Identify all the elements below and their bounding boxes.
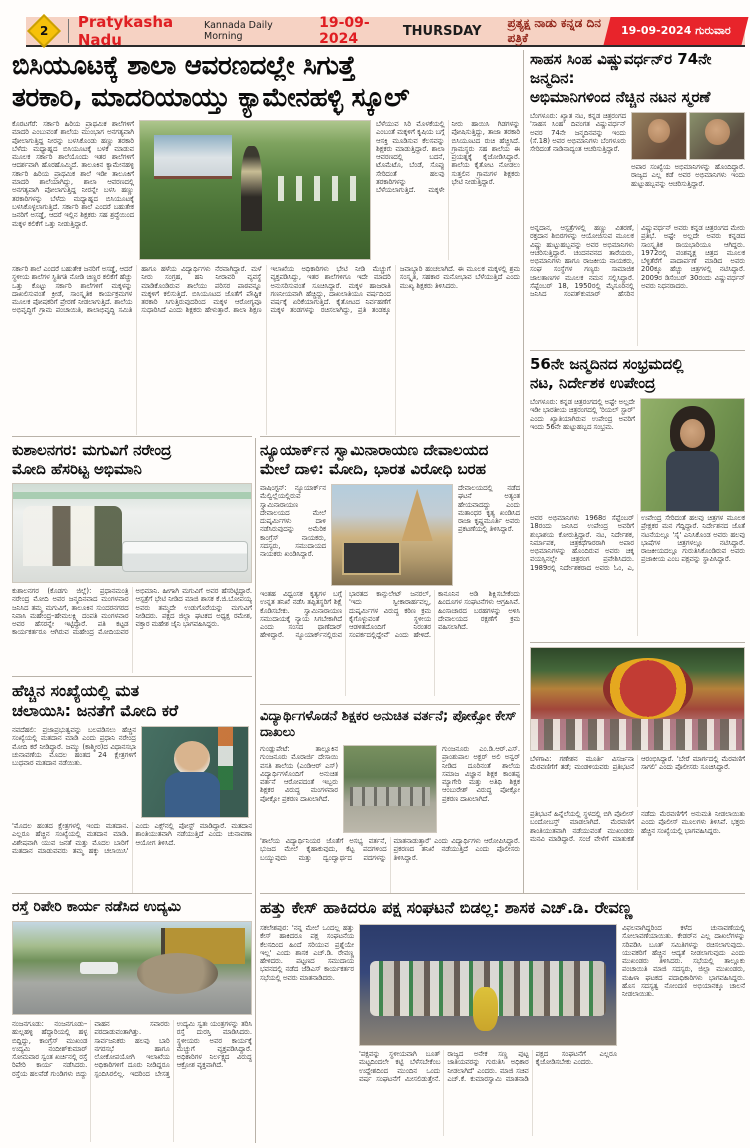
masthead-date: 19-09-2024 (319, 15, 370, 47)
ganesha-idol-figure (603, 658, 692, 719)
visitors-figure (23, 506, 123, 567)
story-newyork-body-right: ದೇವಾಲಯದಲ್ಲಿ ನಡೆದ ಘಟನೆ ಅತ್ಯಂತ ಹೇಯವಾದದ್ದು ಎಂದು ಮತಾಂಧರ ಕೃತ್ಯ ಖಂಡಿಸಿದ ರಾಜಾ ಕೃಷ್ಣಮೂರ್ತಿ ಅವರು ಪ್ರಕಟಣೆಯಲ್ಲಿ ತಿಳಿಸಿದ್ದಾರೆ. (458, 484, 520, 534)
story-vishnu-headline-2: ಅಭಿಮಾನಿಗಳಿಂದ ನೆಚ್ಚಿನ ನಟನ ಸ್ಮರಣೆ (530, 88, 711, 106)
story-vote-body-left: ನವದೆಹಲಿ: ಪ್ರಜಾಪ್ರಭುತ್ವವನ್ನು ಬಲಪಡಿಸಲು ಹೆಚ್ಚಿನ ಸಂಖ್ಯೆಯಲ್ಲಿ ಮತದಾನ ಮಾಡಿ ಎಂದು ಪ್ರಧಾನಿ ನರೇಂದ್ರ ಮೋದಿ ಕರೆ ನೀಡಿದ್ದಾರೆ. ಜಮ್ಮು (ಕಾಶ್ಮೀರ)ದ ವಿಧಾನಸಭಾ ಚುನಾವಣೆಯ ಮೊದಲ ಹಂತದ 24 ಕ್ಷೇತ್ರಗಳಿಗೆ ಬುಧವಾರ ಮತದಾನ ನಡೆಯಿತು. (12, 726, 136, 768)
portrait-face (648, 119, 670, 143)
teacher-figure (241, 146, 262, 232)
story-vote-headline-2: ಚಲಾಯಿಸಿ: ಜನತೆಗೆ ಮೋದಿ ಕರೆ (12, 701, 179, 720)
story-road-repair (12, 893, 252, 1148)
hospital-wall-stripe (13, 492, 251, 499)
story-revanna-body-left: ಸಕಲೇಶಪುರ: 'ನನ್ನ ಮೇಲೆ ಒಂದಲ್ಲ ಹತ್ತು ಕೇಸ್ ಹಾಕಿದರೂ ಪಕ್ಷ ಸಂಘಟನೆಯ ಕೆಲಸದಿಂದ ಹಿಂದೆ ಸರಿಯುವ ಪ್ರಶ್ನೆಯೇ ಇಲ್ಲ' ಎಂದು ಶಾಸಕ ಎಚ್.ಡಿ. ರೇವಣ್ಣ ಹೇಳಿದರು. ಪಟ್ಟಣದ ಸಮುದಾಯ ಭವನದಲ್ಲಿ ನಡೆದ ಜೆಡಿಎಸ್ ಕಾರ್ಯಕರ್ತರ ಸಭೆಯಲ್ಲಿ ಅವರು ಮಾತನಾಡಿದರು. (260, 924, 354, 982)
story-pocso-body-right: ಗುಂಜನೂರು ಎಂ.ಡಿ.ಆರ್.ಎಸ್. ಪ್ರಾಂಶುಪಾಲ ಅಕ್ಬರ್ ಅಲಿ ಅನ್ವರ್ ನೀಡಿದ ದೂರಿನಂತೆ ಶಾಲೆಯ ಸಮಾಜ ವಿಜ್ಞಾನ ಶಿಕ್ಷಕ ಕಾಂತಪ್ಪ ಮ್ಯಾಗೇರಿ ಮತ್ತು ಅತಿಥಿ ಶಿಕ್ಷಕ ಆಂಬುರೇಶ್ ವಿರುದ್ಧ ಪೋಕ್ಸೋ ಪ್ರಕರಣ ದಾಖಲಾಗಿದೆ. (442, 745, 520, 803)
story-kushala-body: ಕುಶಾಲನಗರ (ಕೊಡಗು ಜಿಲ್ಲೆ): ಪ್ರಧಾನಮಂತ್ರಿ ನರೇಂದ್ರ ಮೋದಿ ಅವರ ಜನ್ಮದಿನವಾದ ಮಂಗಳವಾರ ಜನಿಸಿದ ತಮ್ಮ ಮಗುವಿಗೆ, ತಾಲೂಕಿನ ಸುಂದರನಗರದ ನಿವಾಸಿ ಮಹೇಂದ್ರ–ಹೇಮಲಕ್ಷ್ಮಿ ದಂಪತಿ ಮಂಗಳವಾರ ಅವರ ಹೆಸರನ್ನೇ ಇಟ್ಟಿದ್ದಾರೆ. ಪತಿ ಕಟ್ಟಡ ಕಾರ್ಯಕರ್ತರೂ ಆಗಿರುವ ಮಹೇಂದ್ರ ಮೋದಿಯವರ ಅಭಿಮಾನಿ. ಹೀಗಾಗಿ ಮಗುವಿಗೆ ಅವರ ಹೆಸರಿಟ್ಟಿದ್ದಾರೆ. ಆಸ್ಪತ್ರೆಗೆ ಭೇಟಿ ನೀಡಿದ ಮಾಜಿ ಶಾಸಕ ಕೆ.ಜಿ.ಬೋಪಯ್ಯ ಅವರು ತಮ್ಮದೇ ಉಡುಗೊರೆಯನ್ನು ಮಗುವಿಗೆ ನೀಡಿದರು. ಪಕ್ಷದ ಜಿಲ್ಲಾ ಘಟಕದ ಅಧ್ಯಕ್ಷ ರಮೇಶ, ವಕ್ತಾರ ಮಹೇಶ ಜೈನಿ ಭಾಗವಹಿಸಿದ್ದರು. (12, 587, 252, 637)
story-newyork-body-left: ವಾಷಿಂಗ್ಟನ್: ನ್ಯೂಯಾರ್ಕ್‌ನ ಮೆಲ್ವಿಲ್ಲೆಯಲ್ಲಿರುವ ಸ್ವಾಮಿನಾರಾಯಣ ದೇವಾಲಯದ ಮೇಲೆ ದುಷ್ಕರ್ಮಿಗಳು ದಾಳಿ ನಡೆಸಿರುವುದನ್ನು ಅಮೆರಿಕ ಕಾಂಗ್ರೆಸ್ ನಾಯಕರು, ಸದಸ್ಯರು, ಸಮುದಾಯದ ನಾಯಕರು ಖಂಡಿಸಿದ್ದಾರೆ. (260, 484, 326, 559)
story-school-body-right: ಬೆಳೆಯುವ ಸಿರಿ ಮೊಳಕೆಯಲ್ಲಿ ಎಂಬಂತೆ ಮಕ್ಕಳಿಗೆ ಕೃಷಿಯ ಬಗ್ಗೆ ಆಸಕ್ತಿ ಮೂಡಿಸುವ ಕೆಲಸವನ್ನು ಶಿಕ್ಷಕರು ಮಾಡುತ್ತಿದ್ದಾರೆ. ಶಾಲಾ ಆವರಣದಲ್ಲಿ ಬದನೆ, ಟೊಮೆಟೊ, ಬೆಂಡೆ, ಸೊಪ್ಪು ಸೇರಿದಂತೆ ಹಲವು ತರಕಾರಿಗಳನ್ನು ಬೆಳೆಯಲಾಗುತ್ತಿದೆ. ಮಕ್ಕಳೇ ನೀರು ಹಾಯಿಸಿ ಗಿಡಗಳನ್ನು ಪೋಷಿಸುತ್ತಿದ್ದು, ತಾಜಾ ತರಕಾರಿ ಬಿಸಿಯೂಟದ ರುಚಿ ಹೆಚ್ಚಿಸಿದೆ. ಗ್ರಾಮಸ್ಥರು ಸಹ ಶಾಲೆಯ ಈ ಪ್ರಯತ್ನಕ್ಕೆ ಕೈಜೋಡಿಸಿದ್ದಾರೆ. ಶಾಲೆಯ ಕೈತೋಟ ನೋಡಲು ಸುತ್ತಲಿನ ಗ್ರಾಮಗಳ ಶಿಕ್ಷಕರು ಭೇಟಿ ನೀಡುತ್ತಿದ್ದಾರೆ. (376, 120, 520, 195)
masthead-divider (68, 19, 69, 43)
story-school-headline-2: ತರಕಾರಿ, ಮಾದರಿಯಾಯ್ತು ಕ್ಯಾಮೇನಹಳ್ಳಿ ಸ್ಕೂಲ್ (12, 83, 410, 113)
page-number-badge (27, 14, 61, 48)
date-ribbon (604, 17, 749, 45)
story-vishnu-body-bottom: ಅನ್ನದಾನ, ಆಸ್ಪತ್ರೆಗಳಲ್ಲಿ ಹಣ್ಣು ವಿತರಣೆ, ರಕ್ತದಾನ ಶಿಬಿರಗಳನ್ನು ಆಯೋಜಿಸುವ ಮೂಲಕ ವಿಷ್ಣು ಹುಟ್ಟುಹಬ್ಬವನ್ನು ಅವರ ಅಭಿಮಾನಿಗಳು ಆಚರಿಸುತ್ತಿದ್ದಾರೆ. ಚಂದನವನದ ತಾರೆಯರು, ಅಭಿಮಾನಿಗಳು ಹಾಗೂ ರಾಜಕೀಯ ನಾಯಕರು, ಸಂಘ ಸಂಸ್ಥೆಗಳ ಗಣ್ಯರು ಸಾಮಾಜಿಕ ಜಾಲತಾಣಗಳ ಮೂಲಕ ನಮನ ಸಲ್ಲಿಸಿದ್ದಾರೆ. ಸೆಪ್ಟೆಂಬರ್ 18, 1950ರಲ್ಲಿ ಮೈಸೂರಿನಲ್ಲಿ ಜನಿಸಿದ ಸಂಪತ್‌ಕುಮಾರ್ ಹೆಸರಿನ ವಿಷ್ಣುವರ್ಧನ್ ಅವರು ಕನ್ನಡ ಚಿತ್ರರಂಗದ ಮೇರು ಪ್ರತಿಭೆ. ಅಷ್ಟೇ ಅಲ್ಲದೇ ಅವರು ಕನ್ನಡದ ಸಾಂಸ್ಕೃತಿಕ ರಾಯಭಾರಿಯೂ ಆಗಿದ್ದರು. 1972ರಲ್ಲಿ ವಂಶವೃಕ್ಷ ಚಿತ್ರದ ಮೂಲಕ ಬೆಳ್ಳಿತೆರೆಗೆ ಪಾದಾರ್ಪಣೆ ಮಾಡಿದ ಅವರು 200ಕ್ಕೂ ಹೆಚ್ಚು ಚಿತ್ರಗಳಲ್ಲಿ ನಟಿಸಿದ್ದಾರೆ. 2009ರ ಡಿಸೆಂಬರ್ 30ರಂದು ವಿಷ್ಣುವರ್ಧನ್ ಅವರು ನಿಧನರಾದರು. (530, 224, 745, 299)
masthead-title: Pratykasha Nadu (77, 13, 174, 49)
road-roller-photo (12, 921, 252, 1015)
hospital-bed-figure (122, 541, 248, 572)
story-pocso-body-left: ಗುಂಡ್ಲುಪೇಟೆ: ತಾಲ್ಲೂಕಿನ ಗುಂಜನೂರು ಮೊರಾರ್ಜಿ ದೇಸಾಯಿ ವಸತಿ ಶಾಲೆಯ (ಎಂಡಿಆರ್ ಎಸ್) ವಿದ್ಯಾರ್ಥಿಗಳೊಂದಿಗೆ ಅನುಚಿತ ವರ್ತನೆ ಆರೋಪದಂತೆ ಇಬ್ಬರು ಶಿಕ್ಷಕರ ವಿರುದ್ಧ ಮಂಗಳವಾರ ಪೋಕ್ಸೋ ಪ್ರಕರಣ ದಾಖಲಾಗಿದೆ. (260, 745, 338, 803)
portrait-face (705, 119, 730, 146)
story-vishnuvardhan (530, 50, 745, 346)
date-ribbon-text: 19-09-2024 ಗುರುವಾರ (621, 24, 731, 37)
masthead-bar (26, 13, 745, 49)
story-pocso-body-bottom: 'ಶಾಲೆಯ ವಿದ್ಯಾರ್ಥಿನಿಯರ ಜೊತೆಗೆ ಅಸಭ್ಯ ವರ್ತನೆ, ಭುಜದ ಮೇಲೆ ಕೈಹಾಕುವುದು, ಕೆಟ್ಟ ಪದಗಳಿಂದ ಬಯ್ಯುವುದು ಮತ್ತು ದ್ವಂದ್ವಾರ್ಥದ ಪದಗಳನ್ನು ಮಾತನಾಡುತ್ತಾರೆ' ಎಂದು ವಿದ್ಯಾರ್ಥಿಗಳು ಆರೋಪಿಸಿದ್ದಾರೆ. ಪ್ರಕರಣದ ತನಿಖೆ ನಡೆಯುತ್ತಿದೆ ಎಂದು ಪೊಲೀಸರು ತಿಳಿಸಿದ್ದಾರೆ. (260, 837, 520, 862)
ganesha-story-body: ಪ್ರತಿಭಟನೆ ಹಿನ್ನೆಲೆಯಲ್ಲಿ ಸ್ಥಳದಲ್ಲಿ ಬಿಗಿ ಪೊಲೀಸ್ ಬಂದೋಬಸ್ತ್ ಮಾಡಲಾಗಿದೆ. ಮೆರವಣಿಗೆ ಶಾಂತಿಯುತವಾಗಿ ನಡೆಯುವಂತೆ ಮುಖಂಡರು ಮನವಿ ಮಾಡಿದ್ದಾರೆ. ಸಂಜೆ ವೇಳೆಗೆ ಮಾತುಕತೆ ನಡೆದು ಮೆರವಣಿಗೆಗೆ ಅನುಮತಿ ನೀಡಲಾಯಿತು ಎಂದು ಪೊಲೀಸ್ ಮೂಲಗಳು ತಿಳಿಸಿವೆ. ಭಕ್ತರು ಹೆಚ್ಚಿನ ಸಂಖ್ಯೆಯಲ್ಲಿ ಭಾಗವಹಿಸಿದ್ದರು. (530, 810, 745, 843)
story-upendra (530, 350, 745, 643)
portrait-shirt (666, 451, 720, 511)
school-garden-photo (139, 120, 371, 260)
story-vote-headline-1: ಹೆಚ್ಚಿನ ಸಂಖ್ಯೆಯಲ್ಲಿ ಮತ (12, 681, 140, 700)
ganesha-photo-caption: ಬೆಳಗಾವಿ: ಗಣೇಶನ ಮೂರ್ತಿ ವಿಸರ್ಜನಾ ಮೆರವಣಿಗೆಗೆ ತಡೆ; ಮಂಡಳಿಯವರು ಪ್ರತಿಭಟನೆ ಆರಂಭಿಸಿದ್ದಾರೆ. 'ಬೇರೆ ಮಾರ್ಗದಲ್ಲಿ ಮೆರವಣಿಗೆ ಸಾಗಲಿ' ಎಂದು ಪೊಲೀಸರು ಸೂಚಿಸಿದ್ದಾರೆ. (530, 755, 745, 772)
vishnuvardhan-portrait-2 (689, 112, 745, 160)
story-school-headline-1: ಬಿಸಿಯೂಟಕ್ಕೆ ಶಾಲಾ ಆವರಣದಲ್ಲೇ ಸಿಗುತ್ತೆ (12, 51, 356, 81)
car-figure (80, 962, 118, 973)
story-kushala-headline-2: ಮೋದಿ ಹೆಸರಿಟ್ಟ ಅಭಿಮಾನಿ (12, 460, 142, 478)
story-school-garden (12, 50, 520, 436)
story-upendra-body-bottom: ಅವರ ಅಭಿಮಾನಿಗಳು 1968ರ ಸೆಪ್ಟೆಂಬರ್ 18ರಂದು ಜನಿಸಿದ ಉಪೇಂದ್ರ ಅವರಿಗೆ ಶುಭಾಶಯ ಕೋರುತ್ತಿದ್ದಾರೆ. ನಟ, ನಿರ್ದೇಶಕ, ನಿರ್ಮಾಪಕ, ಚಿತ್ರಕಥೆಗಾರರಾಗಿ ಅಪಾರ ಅಭಿಮಾನಿಗಳನ್ನು ಹೊಂದಿರುವ ಅವರು ಚಿಕ್ಕ ವಯಸ್ಸಿನಲ್ಲೇ ಚಿತ್ರರಂಗ ಪ್ರವೇಶಿಸಿದರು. 1989ರಲ್ಲಿ ನಿರ್ದೇಶಕರಾದ ಅವರು ಓಂ, ಎ, ಉಪೇಂದ್ರ ಸೇರಿದಂತೆ ಹಲವು ಚಿತ್ರಗಳ ಮೂಲಕ ಪ್ರೇಕ್ಷಕರ ಮನ ಗೆದ್ದಿದ್ದಾರೆ. ನಿರ್ದೇಶನದ ಜೊತೆ ನಟನೆಯಲ್ಲೂ 'ಸೈ' ಎನಿಸಿಕೊಂಡ ಅವರು ಹಲವು ಭಾಷೆಗಳ ಚಿತ್ರಗಳಲ್ಲೂ ನಟಿಸಿದ್ದಾರೆ. ರಾಜಕೀಯದಲ್ಲೂ ಗುರುತಿಸಿಕೊಂಡಿರುವ ಅವರು ಪ್ರಜಾಕೀಯ ಎಂಬ ಪಕ್ಷವನ್ನು ಸ್ಥಾಪಿಸಿದ್ದಾರೆ. (530, 514, 745, 572)
temple-spire-figure (402, 489, 433, 541)
vishnuvardhan-portrait-1 (631, 112, 687, 160)
story-newyork-body-bottom: ಇಂತಹ ವಿಧ್ವಂಸಕ ಕೃತ್ಯಗಳ ಬಗ್ಗೆ ಉನ್ನತ ತನಿಖೆ ನಡೆಸಿ ತಪ್ಪಿತಸ್ಥರಿಗೆ ಶಿಕ್ಷೆ ಕೊಡಿಸಬೇಕು. ಸ್ವಾಮಿನಾರಾಯಣ ಸಮುದಾಯಕ್ಕೆ ನ್ಯಾಯ ಸಿಗಬೇಕಾಗಿದೆ ಎಂದು ಸಂಸದ ಥಾಣೆದಾರ್ ಹೇಳಿದ್ದಾರೆ. ನ್ಯೂಯಾರ್ಕ್‌ನಲ್ಲಿರುವ ಭಾರತದ ಕಾನ್ಸುಲೇಟ್ ಜನರಲ್, 'ಇದು ಸ್ವೀಕಾರಾರ್ಹವಲ್ಲ, ದುಷ್ಕರ್ಮಿಗಳ ವಿರುದ್ಧ ಕಠಿಣ ಕ್ರಮ ಕೈಗೊಳ್ಳುವಂತೆ ಸ್ಥಳೀಯ ಆಡಳಿತದೊಂದಿಗೆ ನಿರಂತರ ಸಂಪರ್ಕದಲ್ಲಿದ್ದೇವೆ' ಎಂದು ಹೇಳಿದೆ. ಕಾನೂನಿನ ಅಡಿ ಶಿಕ್ಷಿಸಬೇಕೆಂದು ಹಿಂದೂಗಳ ಸಂಘಟನೆಗಳು ಆಗ್ರಹಿಸಿವೆ. ಹಿಂಸಾಚಾರದ ಬರಹಗಳನ್ನು ಅಳಿಸಿ ದೇವಾಲಯದ ರಕ್ಷಣೆಗೆ ಕ್ರಮ ವಹಿಸಲಾಗಿದೆ. (260, 590, 520, 640)
story-kushala-headline-1: ಕುಶಾಲನಗರ: ಮಗುವಿಗೆ ನರೇಂದ್ರ (12, 441, 172, 459)
masthead-subtitle: Kannada Daily Morning (204, 20, 273, 42)
upendra-portrait (640, 398, 745, 512)
page-number: 2 (39, 23, 49, 38)
story-modi-vote-appeal (12, 676, 252, 896)
story-school-body-bottom: ಸರ್ಕಾರಿ ಶಾಲೆ ಎಂದರೆ ಬಹುತೇಕ ಜನರಿಗೆ ಅಸಡ್ಡೆ, ಆದರೆ ಸ್ಥಳೀಯ ಶಾಲೆಗಳ ಸ್ಥಿತಿಗತಿ ನೋಡಿ ಚಿಣ್ಣರ ಕಲಿಕೆಗೆ ಹೆಚ್ಚು ಒತ್ತು ಕೊಟ್ಟು ಸರ್ಕಾರಿ ಶಾಲೆಗಳಿಗೆ ಮಕ್ಕಳನ್ನು ದಾಖಲಿಸುವಂತೆ ಕ್ರೀಡೆ, ಸಾಂಸ್ಕೃತಿಕ ಕಾರ್ಯಕ್ರಮಗಳ ಮೂಲಕ ಪೋಷಕರಿಗೆ ಪ್ರೇರಣೆ ನೀಡಲಾಗುತ್ತಿದೆ. ಶಾಲೆಯ ಅಭಿವೃದ್ಧಿಗೆ ಗ್ರಾಮ ಪಂಚಾಯಿತಿ, ಶಾಲಾಭಿವೃದ್ಧಿ ಸಮಿತಿ ಹಾಗೂ ಹಳೆಯ ವಿದ್ಯಾರ್ಥಿಗಳು ನೆರವಾಗಿದ್ದಾರೆ. ಮಳೆ ನೀರು ಸಂಗ್ರಹ, ಹನಿ ನೀರಾವರಿ ವ್ಯವಸ್ಥೆ ಮಾಡಿಕೊಂಡಿರುವ ಶಾಲೆಯು ಪರಿಸರ ಪಾಠವನ್ನೂ ಮಕ್ಕಳಿಗೆ ಕಲಿಸುತ್ತಿದೆ. ಬಿಸಿಯೂಟದ ಜೊತೆಗೆ ಪೌಷ್ಟಿಕ ತರಕಾರಿ ಸಿಗುತ್ತಿರುವುದರಿಂದ ಮಕ್ಕಳ ಆರೋಗ್ಯವೂ ಸುಧಾರಿಸಿದೆ ಎಂದು ಶಿಕ್ಷಕರು ಹೇಳುತ್ತಾರೆ. ಶಾಲಾ ಶಿಕ್ಷಣ ಇಲಾಖೆಯ ಅಧಿಕಾರಿಗಳು ಭೇಟಿ ನೀಡಿ ಮೆಚ್ಚುಗೆ ವ್ಯಕ್ತಪಡಿಸಿದ್ದು, ಇತರ ಶಾಲೆಗಳಿಗೂ ಇದೇ ಮಾದರಿ ಅನುಸರಿಸುವಂತೆ ಸೂಚಿಸಿದ್ದಾರೆ. ಮಕ್ಕಳ ಹಾಜರಾತಿ ಗಣನೀಯವಾಗಿ ಹೆಚ್ಚಿದ್ದು, ದಾಖಲಾತಿಯೂ ವರ್ಷದಿಂದ ವರ್ಷಕ್ಕೆ ಏರಿಕೆಯಾಗುತ್ತಿದೆ. ಕೈತೋಟದ ನಿರ್ವಹಣೆಗೆ ಮಕ್ಕಳ ತಂಡಗಳನ್ನು ರಚಿಸಲಾಗಿದ್ದು, ಪ್ರತಿ ತಂಡಕ್ಕೂ ಜವಾಬ್ದಾರಿ ಹಂಚಲಾಗಿದೆ. ಈ ಮೂಲಕ ಮಕ್ಕಳಲ್ಲಿ ಶ್ರಮ ಸಂಸ್ಕೃತಿ, ಸಹಕಾರ ಮನೋಭಾವ ಬೆಳೆಯುತ್ತಿದೆ ಎಂದು ಮುಖ್ಯ ಶಿಕ್ಷಕರು ತಿಳಿಸಿದರು. (12, 265, 520, 315)
story-pocso-case (260, 704, 520, 896)
story-revanna-body-center: 'ಪಕ್ಷವನ್ನು ಸ್ಥಳೀಯವಾಗಿ ಬೂತ್ ಮಟ್ಟದಿಂದಲೇ ಕಟ್ಟಿ ಬೆಳೆಸಬೇಕೆಂಬ ಉದ್ದೇಶದಿಂದ ಮುಂದಿನ ಒಂದು ವರ್ಷ ಸಂಘಟನೆಗೆ ಮೀಸಲಿಡುತ್ತೇನೆ. ರಾಜ್ಯದ ಅನೇಕ ಸಣ್ಣ ಪುಟ್ಟ ಜಾತಿಯವರನ್ನು ಗುರುತಿಸಿ ಅಧಿಕಾರ ನೀಡಲಾಗಿದೆ' ಎಂದರು. ಮಾಜಿ ಸಚಿವ ಎಚ್.ಕೆ. ಕುಮಾರಸ್ವಾಮಿ ಮಾತನಾಡಿ ಪಕ್ಷದ ಸಂಘಟನೆಗೆ ಎಲ್ಲರೂ ಕೈಜೋಡಿಸಬೇಕು ಎಂದರು. (359, 1050, 617, 1083)
story-revanna-headline: ಹತ್ತು ಕೇಸ್ ಹಾಕಿದರೂ ಪಕ್ಷ ಸಂಘಟನೆ ಬಿಡಲ್ಲ: ಶಾಸಕ ಎಚ್.ಡಿ. ರೇವಣ್ಣ (260, 898, 633, 917)
students-figure (278, 176, 361, 201)
story-newyork-headline-2: ಮೇಲೆ ದಾಳಿ: ಮೋದಿ, ಭಾರತ ವಿರೋಧಿ ಬರಹ (260, 460, 486, 478)
jds-meeting-photo (359, 924, 617, 1046)
school-building-figure (154, 135, 232, 179)
masthead-kannada-title: ಪ್ರತ್ಯಕ್ಷ ನಾಡು ಕನ್ನಡ ದಿನ ಪತ್ರಿಕೆ (507, 16, 601, 45)
story-road-headline: ರಸ್ತೆ ರಿಪೇರಿ ಕಾರ್ಯ ನಡೆಸಿದ ಉದ್ಯಮಿ (12, 899, 181, 915)
story-newyork-temple (260, 436, 520, 705)
portrait-face (680, 419, 705, 448)
story-upendra-body-left: ಬೆಂಗಳೂರು: ಕನ್ನಡ ಚಿತ್ರರಂಗದಲ್ಲಿ ಅಷ್ಟೇ ಅಲ್ಲದೇ ಇಡೀ ಭಾರತೀಯ ಚಿತ್ರರಂಗದಲ್ಲಿ 'ರಿಯಲ್ ಸ್ಟಾರ್' ಎಂದು ಖ್ಯಾತಿಯಾಗಿರುವ ಉಪೇಂದ್ರ ಅವರಿಗೆ ಇಂದು 56ನೇ ಹುಟ್ಟುಹಬ್ಬದ ಸಂಭ್ರಮ. (530, 398, 635, 431)
modi-photo (141, 726, 249, 818)
masthead-day: THURSDAY (402, 23, 482, 39)
story-pocso-headline: ವಿದ್ಯಾರ್ಥಿಗಳೊಡನೆ ಶಿಕ್ಷಕರ ಅನುಚಿತ ವರ್ತನೆ; ಪೋಕ್ಸೋ ಕೇಸ್ ದಾಖಲು (260, 709, 517, 740)
procession-crowd-figure (531, 719, 744, 750)
garland-figure (473, 987, 499, 1030)
story-vishnu-body-left: ಬೆಂಗಳೂರು: ಖ್ಯಾತ ನಟ, ಕನ್ನಡ ಚಿತ್ರರಂಗದ 'ಸಾಹಸ ಸಿಂಹ' ದಿವಂಗತ ವಿಷ್ಣುವರ್ಧನ್ ಅವರ 74ನೇ ಜನ್ಮದಿನವನ್ನು ಇಂದು (ಸೆ.18) ಅವರ ಅಭಿಮಾನಿಗಳು ಬೆಂಗಳೂರು ಸೇರಿದಂತೆ ನಾಡಿನಾದ್ಯಂತ ಆಚರಿಸುತ್ತಿದ್ದಾರೆ. (530, 112, 626, 154)
school-gate-photo (343, 745, 437, 833)
story-vishnu-body-under-photos: ಅಪಾರ ಸಂಖ್ಯೆಯ ಅಭಿಮಾನಿಗಳನ್ನು ಹೊಂದಿದ್ದಾರೆ. ರಾಜ್ಯದ ಎಲ್ಲ ಕಡೆ ಅವರ ಅಭಿಮಾನಿಗಳು ಇಂದು ಹುಟ್ಟುಹಬ್ಬವನ್ನು ಆಚರಿಸುತ್ತಿದ್ದಾರೆ. (631, 163, 745, 188)
roller-drum-figure (137, 953, 218, 993)
story-road-body: ನಂಜನಗೂಡು: ನಂಜನಗೂಡು–ಹುಲ್ಲಹಳ್ಳಿ ಹೆದ್ದಾರಿಯಲ್ಲಿ ಹಳ್ಳ ಬಿದ್ದಿದ್ದು, ಕಾಂಗ್ರೆಸ್ ಮುಖಂಡ ಉದ್ಯಮಿ ನಂದೀಶ್‌ಕುಮಾರ್ ಸೋಮವಾರ ಸ್ವಂತ ಖರ್ಚಿನಲ್ಲಿ ರಸ್ತೆ ರಿಪೇರಿ ಕಾರ್ಯ ನಡೆಸಿದರು. ರಸ್ತೆಯ ಹಲವೆಡೆ ಗುಂಡಿಗಳು ಬಿದ್ದು ವಾಹನ ಸವಾರರು ಪರದಾಡುವಂತಾಗಿತ್ತು. ಸಾರ್ವಜನಿಕರು ಹಲವು ಬಾರಿ ನಗರಸಭೆ ಹಾಗೂ ಲೋಕೋಪಯೋಗಿ ಇಲಾಖೆಯ ಅಧಿಕಾರಿಗಳಿಗೆ ದೂರು ನೀಡಿದ್ದರೂ ಸ್ಪಂದಿಸಿರಲಿಲ್ಲ. ಇದರಿಂದ ಬೇಸತ್ತ ಉದ್ಯಮಿ ಸ್ವತಃ ಯಂತ್ರಗಳನ್ನು ತರಿಸಿ ರಸ್ತೆ ದುರಸ್ತಿ ಮಾಡಿಸಿದರು. ಸ್ಥಳೀಯರು ಅವರ ಕಾರ್ಯಕ್ಕೆ ಮೆಚ್ಚುಗೆ ವ್ಯಕ್ತಪಡಿಸಿದ್ದಾರೆ. ಅಧಿಕಾರಿಗಳ ನಿರ್ಲಕ್ಷ್ಯದ ವಿರುದ್ಧ ಆಕ್ರೋಶ ವ್ಯಕ್ತವಾಗಿದೆ. (12, 1020, 252, 1078)
ganesha-procession-photo (530, 647, 745, 751)
modi-face-figure (174, 741, 210, 775)
gate-figure (350, 787, 431, 806)
story-upendra-headline-1: 56ನೇ ಜನ್ಮದಿನದ ಸಂಭ್ರಮದಲ್ಲಿ (530, 355, 684, 373)
story-revanna (260, 893, 745, 1148)
story-ganesha-procession (530, 642, 745, 896)
hospital-visit-photo (12, 483, 252, 583)
story-revanna-body-right: ವಿಫಲವಾಗಿದ್ದರಿಂದ ಕಳೆದ ಚುನಾವಣೆಯಲ್ಲಿ ಸೋಲಾವಣೆಯಾಯಿತು. ಕೇಡರ್‌ನ ಎಲ್ಲ ದಾಖಲೆಗಳನ್ನು ಸರಿಪಡಿಸಿ ಬೂತ್ ಸಮಿತಿಗಳನ್ನು ರಚಿಸಲಾಗುವುದು. ಯುವಕರಿಗೆ ಹೆಚ್ಚಿನ ಆದ್ಯತೆ ನೀಡಲಾಗುವುದು ಎಂದು ಮುಖಂಡರು ತಿಳಿಸಿದರು. ಸಭೆಯಲ್ಲಿ ತಾಲ್ಲೂಕು ಪಂಚಾಯಿತಿ ಮಾಜಿ ಸದಸ್ಯರು, ಜಿಲ್ಲಾ ಮುಖಂಡರು, ಮಹಿಳಾ ಘಟಕದ ಪದಾಧಿಕಾರಿಗಳು ಭಾಗವಹಿಸಿದ್ದರು. ಹೊಸ ಸದಸ್ಯತ್ವ ನೋಂದಣಿ ಅಭಿಯಾನಕ್ಕೂ ಚಾಲನೆ ನೀಡಲಾಯಿತು. (622, 924, 745, 999)
story-newyork-headline-1: ನ್ಯೂಯಾರ್ಕ್‌ನ ಸ್ವಾಮಿನಾರಾಯಣ ದೇವಾಲಯದ (260, 441, 489, 459)
story-kushalanagar-modi-baby (12, 436, 252, 679)
story-vishnu-headline-1: ಸಾಹಸ ಸಿಂಹ ವಿಷ್ಣುವರ್ಧನ್‌ರ 74ನೇ ಜನ್ಮದಿನ: (530, 50, 712, 87)
modi-vest-figure (165, 772, 220, 817)
story-school-body-left: ಕೊರಟಗೆರೆ: ಸರ್ಕಾರಿ ಹಿರಿಯ ಪ್ರಾಥಮಿಕ ಶಾಲೆಗಳಿಗೆ ಮಾದರಿ ಎಂಬುವಂತೆ ಶಾಲೆಯ ಮುಂಭಾಗ ಅನಗತ್ಯವಾಗಿ ಪೋಲಾಗುತ್ತಿದ್ದ ನೀರನ್ನು ಬಳಸಿಕೊಂಡು ಹಣ್ಣು ತರಕಾರಿ ಬೆಳೆದು ಮಧ್ಯಾಹ್ನದ ಬಿಸಿಯೂಟಕ್ಕೆ ಬಳಕೆ ಮಾಡುವ ಮೂಲಕ ಸರ್ಕಾರಿ ಶಾಲೆಯೊಂದು ಇತರ ಶಾಲೆಗಳಿಗೆ ಆದರ್ಶವಾಗಿ ಹೊರಹೊಮ್ಮಿದೆ. ತಾಲೂಕಿನ ಕ್ಯಾಮೇನಹಳ್ಳಿ ಸರ್ಕಾರಿ ಹಿರಿಯ ಪ್ರಾಥಮಿಕ ಶಾಲೆ ಇಡೀ ತಾಲೂಕಿಗೆ ಮಾದರಿ ಶಾಲೆಯಾಗಿದ್ದು, ಶಾಲಾ ಆವರಣದಲ್ಲಿ ಅನಗತ್ಯವಾಗಿ ಪೋಲಾಗುತ್ತಿದ್ದ ನೀರನ್ನೇ ಬಳಸಿ ಹಣ್ಣು ತರಕಾರಿಗಳನ್ನು ಬೆಳೆದು ಮಧ್ಯಾಹ್ನದ ಬಿಸಿಯೂಟಕ್ಕೆ ಬಳಸಿಕೊಳ್ಳಲಾಗುತ್ತಿದೆ. ಸರ್ಕಾರಿ ಶಾಲೆ ಎಂದರೆ ಬಹುತೇಕ ಜನರಿಗೆ ಅಸಡ್ಡೆ, ಆದರೆ ಇಲ್ಲಿನ ಶಿಕ್ಷಕರು ಸಹ ಶ್ರದ್ಧೆಯಿಂದ ಮಕ್ಕಳ ಕಲಿಕೆಗೆ ಒತ್ತು ನೀಡುತ್ತಿದ್ದಾರೆ. (12, 120, 134, 228)
swaminarayan-temple-photo (331, 484, 453, 586)
flag-figure (218, 727, 233, 790)
temple-sign-figure (342, 541, 401, 575)
story-vote-body-bottom: 'ಮೊದಲ ಹಂತದ ಕ್ಷೇತ್ರಗಳಲ್ಲಿ ಇಂದು ಮತದಾನ. ಎಲ್ಲರೂ ಹೆಚ್ಚಿನ ಸಂಖ್ಯೆಯಲ್ಲಿ ಮತದಾನ ಮಾಡಿ. ವಿಶೇಷವಾಗಿ ಯುವ ಜನತೆ ಮತ್ತು ಮೊದಲ ಬಾರಿಗೆ ಮತದಾನ ಮಾಡುವವರು ತಮ್ಮ ಹಕ್ಕು ಚಲಾಯಿಸಿ' ಎಂದು ಎಕ್ಸ್‌ನಲ್ಲಿ ಪೋಸ್ಟ್ ಮಾಡಿದ್ದಾರೆ. ಮತದಾನ ಶಾಂತಿಯುತವಾಗಿ ನಡೆಯುತ್ತಿದೆ ಎಂದು ಚುನಾವಣಾ ಆಯೋಗ ತಿಳಿಸಿದೆ. (12, 822, 252, 855)
column-rule-left (255, 438, 256, 1143)
story-upendra-headline-2: ನಟ, ನಿರ್ದೇಶಕ ಉಪೇಂದ್ರ (530, 374, 656, 392)
column-rule-right (523, 50, 524, 893)
